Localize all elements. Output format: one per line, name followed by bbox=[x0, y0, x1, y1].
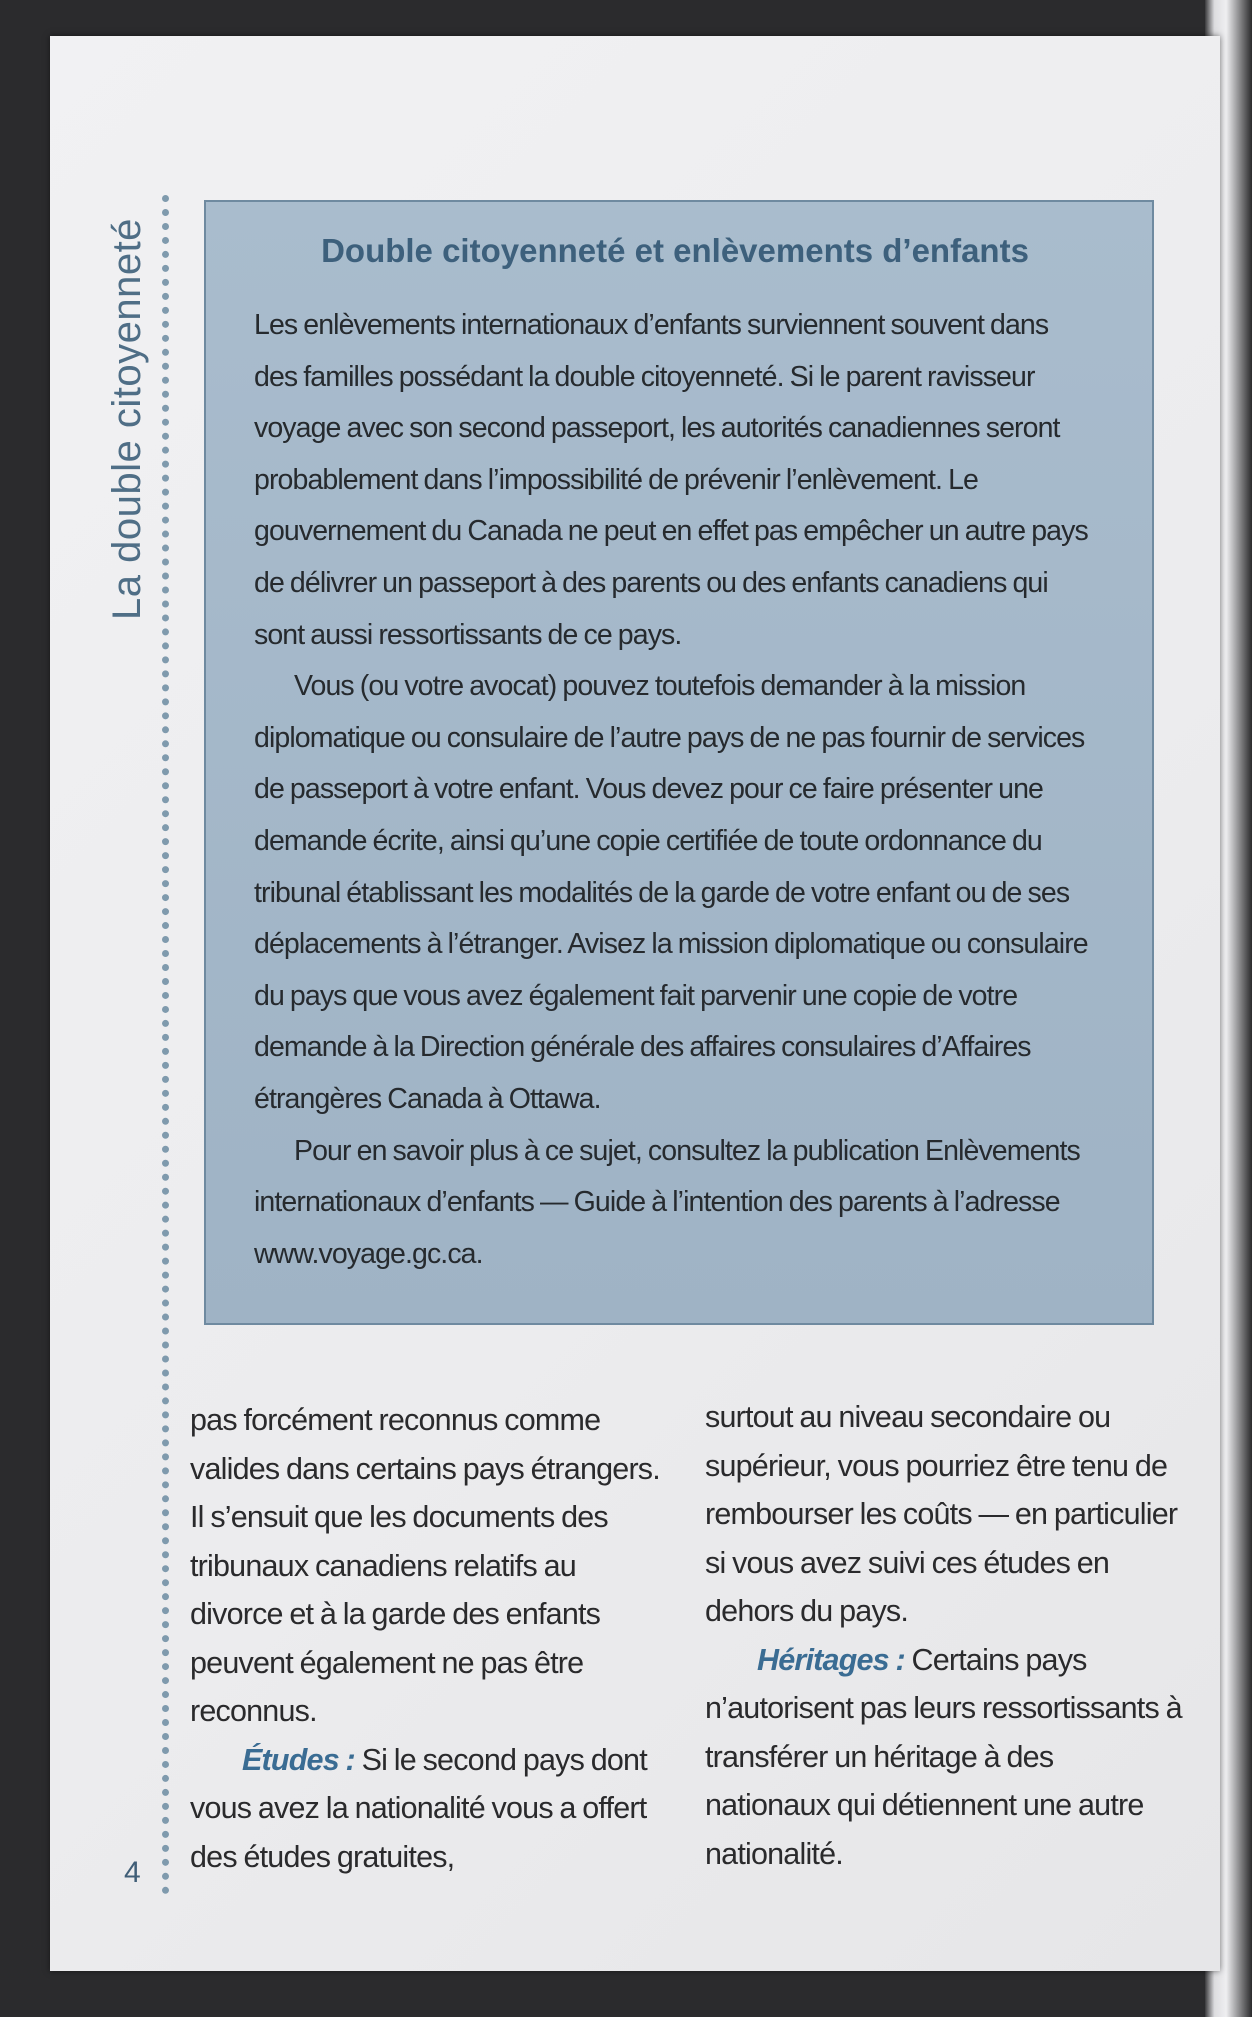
right-continuation-paragraph: surtout au niveau secondaire ou supérieur, vous pourriez être tenu de rembourser les coûts — en particulier si vous avez suivi ces études en dehors du pays. bbox=[705, 1400, 1178, 1628]
etudes-paragraph bbox=[190, 1736, 670, 1882]
page-number: 4 bbox=[124, 1856, 141, 1889]
box-paragraph-1: Les enlèvements internationaux d’enfants surviennent souvent dans des familles possédant la double citoyenneté. Si le parent ravisseur voyage avec son second passeport, les autorités canadiennes seront probablement dans l’impossibilité de prévenir l’enlèvement. Le gouvernement du Canada ne peut en effet pas empêcher un autre pays de délivrer un passeport à des parents ou des enfants canadiens qui sont aussi ressortissants de ce pays. bbox=[254, 309, 1088, 651]
dotted-margin-rule bbox=[162, 195, 169, 1895]
box-paragraph-3: Pour en savoir plus à ce sujet, consultez la publication Enlèvements internationaux d’enfants — Guide à l’intention des parents à l’adresse www.voyage.gc.ca. bbox=[254, 1134, 1080, 1270]
left-text-column bbox=[190, 1396, 670, 1881]
heritages-paragraph bbox=[705, 1636, 1185, 1879]
etudes-label: Études : bbox=[242, 1742, 355, 1777]
box-heading: Double citoyenneté et enlèvements d’enfants bbox=[321, 232, 1029, 269]
heritages-text: Certains pays n’autorisent pas leurs ressortissants à transférer un héritage à des nationaux qui détiennent une autre nationalité. bbox=[705, 1642, 1182, 1871]
info-sidebar-box bbox=[204, 200, 1154, 1325]
left-continuation-paragraph: pas forcément reconnus comme valides dans certains pays étrangers. Il s’ensuit que les documents des tribunaux canadiens relatifs au divorce et à la garde des enfants peuvent également ne pas être reconnus. bbox=[190, 1403, 660, 1728]
right-text-column bbox=[705, 1393, 1185, 1878]
box-paragraph-2: Vous (ou votre avocat) pouvez toutefois demander à la mission diplomatique ou consulaire de l’autre pays de ne pas fournir de services de passeport à votre enfant. Vous devez pour ce faire présenter une demande écrite, ainsi qu’une copie certifiée de toute ordonnance du tribunal établissant les modalités de la garde de votre enfant ou de ses déplacements à l’étranger. Avisez la mission diplomatique ou consulaire du pays que vous avez également fait parvenir une copie de votre demande à la Direction générale des affaires consulaires d’Affaires étrangères Canada à Ottawa. bbox=[254, 670, 1088, 1115]
etudes-text: Si le second pays dont vous avez la nationalité vous a offert des études gratuites, bbox=[190, 1742, 647, 1874]
section-sidebar-title: La double citoyenneté bbox=[105, 218, 149, 620]
heritages-label: Héritages : bbox=[757, 1642, 905, 1677]
